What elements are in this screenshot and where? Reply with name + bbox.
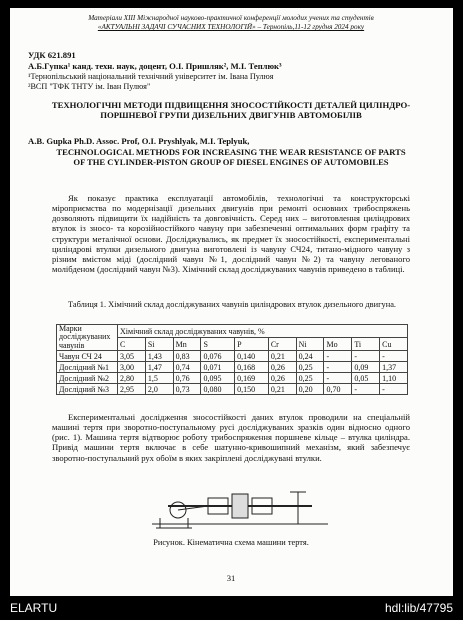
table-row	[57, 351, 408, 362]
value-cell: -	[324, 351, 352, 362]
affiliation-2: ²ВСП "ТФК ТНТУ ім. Іван Пулюя"	[28, 82, 151, 91]
friction-machine-diagram	[148, 484, 332, 534]
element-header-cell: Cu	[380, 338, 408, 351]
title-en: TECHNOLOGICAL METHODS FOR INCREASING THE WEAR RESISTANCE OF PARTS OF THE CYLINDER-PISTON GROUP OF DIESEL ENGINES OF AUTOMOBILES	[56, 147, 406, 168]
value-cell: -	[380, 351, 408, 362]
value-cell: 0,76	[173, 373, 201, 384]
element-header-cell: C	[118, 338, 146, 351]
value-cell: -	[380, 384, 408, 395]
value-cell: 0,74	[173, 362, 201, 373]
footer-left-label: ELARTU	[10, 601, 58, 615]
element-header-cell: Cr	[268, 338, 296, 351]
paragraph-intro: Як показує практика експлуатації автомобілів, технологічні та конструкторські міроприємства по модернізації дизельних двигунів при ремонті основних трибоспряжень дозволяють підвищити їх надійність та довговічність. Серед них – виготовлення циліндрових втулок із зносо- та корозійностійкого чавуну при забезпеченні оптимальних форм графіту та структури металічної основи. Досліджувались, як предмет їх зносостійкості, експериментальні циліндрові втулки дизельного двигуна виготовлені із чавуну СЧ24, титано-мідного чавуну з різним вмістом міді (дослідний чавун №1, дослідний чавун №2) та чавуну легованого молібденом (дослідний чавун №3). Хімічний склад досліджуваних чавунів приведено в таблиці.	[52, 193, 410, 274]
value-cell: 0,076	[201, 351, 235, 362]
authors-en: A.B. Gupka Ph.D. Assoc. Prof, O.I. Pryshlyak, M.I. Teplyuk,	[28, 136, 250, 146]
value-cell: 1,47	[145, 362, 173, 373]
table-row	[57, 373, 408, 384]
value-cell: -	[324, 373, 352, 384]
value-cell: 3,05	[118, 351, 146, 362]
value-cell: 0,080	[201, 384, 235, 395]
value-cell: 0,169	[235, 373, 269, 384]
element-header-cell: Ti	[352, 338, 380, 351]
element-header-cell: Mo	[324, 338, 352, 351]
paragraph-experiment: Експериментальні дослідження зносостійкості даних втулок проводили на спеціальній машині тертя при зворотно-поступальному русі досліджуваних зразків один відносно одного (рис. 1). Машина тертя відтворює роботу трибоспряження поршневе кільце – втулка циліндра. Привід машини тертя включає в себе шатунно-кривошипний механізм, який забезпечує зворотно-поступальний рух обоїм в яких закріплені досліджувані втулки.	[52, 412, 410, 463]
affiliation-1: ¹Тернопільський національний технічний університет ім. Івана Пулюя	[28, 72, 274, 81]
value-cell: -	[352, 384, 380, 395]
element-header-cell: P	[235, 338, 269, 351]
composition-table	[56, 324, 408, 395]
value-cell: 0,05	[352, 373, 380, 384]
value-cell: 1,37	[380, 362, 408, 373]
table-header-first: Марки досліджуваних чавунів	[57, 325, 118, 351]
value-cell: 0,071	[201, 362, 235, 373]
value-cell: 3,00	[118, 362, 146, 373]
value-cell: 2,0	[145, 384, 173, 395]
table-header-row	[57, 325, 408, 338]
value-cell: 0,83	[173, 351, 201, 362]
row-label-cell: Дослідний №2	[57, 373, 118, 384]
page-number: 31	[226, 573, 236, 583]
table-header-span: Хімічний склад досліджуваних чавунів, %	[118, 325, 408, 338]
table-row	[57, 362, 408, 373]
value-cell: 0,73	[173, 384, 201, 395]
value-cell: 2,80	[118, 373, 146, 384]
value-cell: 0,24	[296, 351, 324, 362]
value-cell: 0,20	[296, 384, 324, 395]
table-row	[57, 384, 408, 395]
title-ua: ТЕХНОЛОГІЧНІ МЕТОДИ ПІДВИЩЕННЯ ЗНОСОСТІЙКОСТІ ДЕТАЛЕЙ ЦИЛІНДРО-ПОРШНЕВОЇ ГРУПИ ДИЗЕЛЬНИХ ДВИГУНІВ АВТОМОБІЛІВ	[51, 100, 411, 121]
row-label-cell: Дослідний №1	[57, 362, 118, 373]
element-header-cell: Si	[145, 338, 173, 351]
row-label-cell: Чавун СЧ 24	[57, 351, 118, 362]
element-header-cell: S	[201, 338, 235, 351]
value-cell: 0,140	[235, 351, 269, 362]
value-cell: 0,26	[268, 362, 296, 373]
element-header-cell: Mn	[173, 338, 201, 351]
value-cell: 0,21	[268, 351, 296, 362]
table-caption: Таблиця 1. Хімічний склад досліджуваних чавунів циліндрових втулок дизельного двигуна.	[68, 300, 397, 309]
value-cell: -	[324, 362, 352, 373]
figure-caption: Рисунок. Кінематична схема машини тертя.	[153, 538, 309, 547]
value-cell: -	[352, 351, 380, 362]
value-cell: 0,168	[235, 362, 269, 373]
conference-header	[28, 14, 434, 32]
value-cell: 1,10	[380, 373, 408, 384]
center-block	[232, 494, 248, 518]
value-cell: 0,09	[352, 362, 380, 373]
value-cell: 0,25	[296, 373, 324, 384]
header-line-2: «АКТУАЛЬНІ ЗАДАЧІ СУЧАСНИХ ТЕХНОЛОГІЙ» – Тернопіль,11-12 грудня 2024 року	[97, 23, 365, 32]
row-label-cell: Дослідний №3	[57, 384, 118, 395]
value-cell: 0,70	[324, 384, 352, 395]
header-line-1: Матеріали XIII Міжнародної науково-практичної конференції молодих учених та студентів	[88, 14, 374, 22]
document-page	[10, 8, 453, 596]
value-cell: 0,095	[201, 373, 235, 384]
udc-code: УДК 621.891	[28, 50, 76, 60]
value-cell: 0,26	[268, 373, 296, 384]
table-body	[57, 351, 408, 395]
footer-right-handle: hdl:lib/47795	[384, 601, 453, 615]
value-cell: 1,5	[145, 373, 173, 384]
value-cell: 0,150	[235, 384, 269, 395]
authors-ua: А.Б.Гупка¹ канд. техн. наук, доцент, О.І. Пришляк², М.І. Теплюк³	[28, 61, 282, 71]
element-header-cell: Ni	[296, 338, 324, 351]
value-cell: 1,43	[145, 351, 173, 362]
value-cell: 0,21	[268, 384, 296, 395]
value-cell: 0,25	[296, 362, 324, 373]
value-cell: 2,95	[118, 384, 146, 395]
